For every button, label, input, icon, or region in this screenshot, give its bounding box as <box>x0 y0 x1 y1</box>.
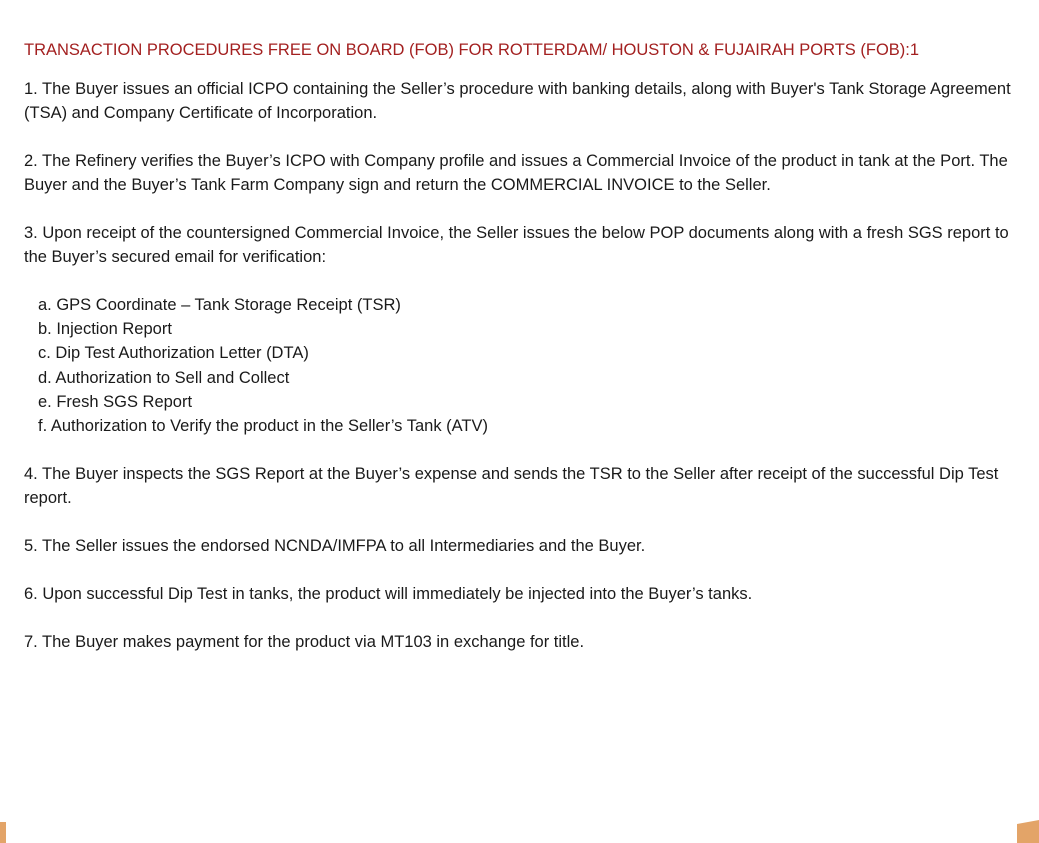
pop-document-item: d. Authorization to Sell and Collect <box>38 368 290 387</box>
document-title: TRANSACTION PROCEDURES FREE ON BOARD (FOB) FOR ROTTERDAM/ HOUSTON & FUJAIRAH PORTS (FOB):1 <box>24 41 920 59</box>
step-5: 5. The Seller issues the endorsed NCNDA/IMFPA to all Intermediaries and the Buyer. <box>24 537 646 556</box>
pop-document-item: a. GPS Coordinate – Tank Storage Receipt (TSR) <box>38 296 401 314</box>
pop-document-item: b. Injection Report <box>38 320 172 339</box>
pop-document-item: f. Authorization to Verify the product in the Seller’s Tank (ATV) <box>38 417 489 436</box>
step-1: 1. The Buyer issues an official ICPO containing the Seller’s procedure with banking details, along with Buyer's Tank Storage Agreement (TSA) and Company Certificate of Incorporation. <box>24 80 1011 122</box>
left-edge-decoration <box>0 822 6 843</box>
pop-document-item: e. Fresh SGS Report <box>38 392 193 411</box>
step-2: 2. The Refinery verifies the Buyer’s ICPO with Company profile and issues a Commercial Invoice of the product in tank at the Port. The Buyer and the Buyer’s Tank Farm Company sign and return the COMMERCIAL INVOICE to the Seller. <box>24 152 1008 194</box>
step-6: 6. Upon successful Dip Test in tanks, the product will immediately be injected into the Buyer’s tanks. <box>24 585 753 604</box>
pop-documents-list <box>24 293 1014 438</box>
step-3: 3. Upon receipt of the countersigned Commercial Invoice, the Seller issues the below POP documents along with a fresh SGS report to the Buyer’s secured email for verification: <box>24 224 1009 266</box>
step-7: 7. The Buyer makes payment for the product via MT103 in exchange for title. <box>24 633 585 652</box>
right-edge-decoration <box>1017 820 1039 843</box>
document-page <box>24 38 1014 678</box>
step-4: 4. The Buyer inspects the SGS Report at the Buyer’s expense and sends the TSR to the Seller after receipt of the successful Dip Test report. <box>24 465 999 508</box>
pop-document-item: c. Dip Test Authorization Letter (DTA) <box>38 344 309 363</box>
